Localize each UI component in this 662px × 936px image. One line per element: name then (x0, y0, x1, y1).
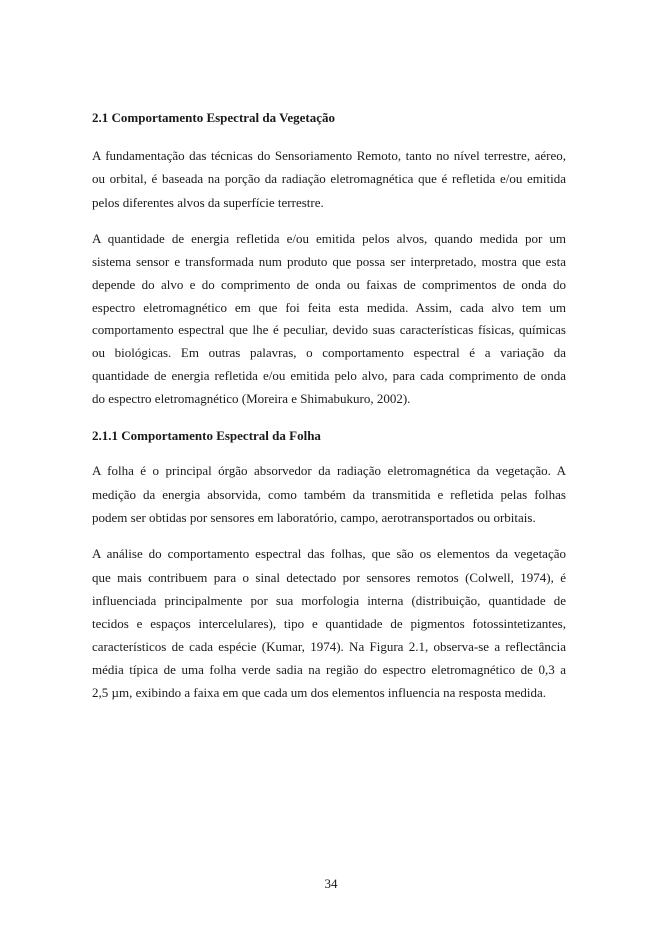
paragraph-2-line: do espectro eletromagnético (Moreira e Shimabukuro, 2002). (92, 391, 411, 406)
paragraph-2-line: comportamento espectral que lhe é peculiar, devido suas características físicas, químicas (92, 322, 566, 337)
paragraph-1-line: ou orbital, é baseada na porção da radiação eletromagnética que é refletida e/ou emitida (92, 171, 566, 186)
paragraph-1-line: pelos diferentes alvos da superfície terrestre. (92, 195, 324, 210)
paragraph-4-line: influenciada principalmente por sua morfologia interna (distribuição, quantidade de (92, 593, 566, 608)
paragraph-4-line: que mais contribuem para o sinal detectado por sensores remotos (Colwell, 1974), é (92, 570, 566, 585)
paragraph-2-line: A quantidade de energia refletida e/ou emitida pelos alvos, quando medida por um (92, 231, 566, 246)
paragraph-4-line: característicos de cada espécie (Kumar, 1974). Na Figura 2.1, observa-se a reflectância (92, 639, 566, 654)
paragraph-3-line: podem ser obtidas por sensores em laboratório, campo, aerotransportados ou orbitais. (92, 510, 536, 525)
paragraph-4-line: média típica de uma folha verde sadia na região do espectro eletromagnético de 0,3 a (92, 662, 566, 677)
paragraph-2-line: sistema sensor e transformada num produto que possa ser interpretado, mostra que esta (92, 254, 566, 269)
paragraph-1-line: A fundamentação das técnicas do Sensoriamento Remoto, tanto no nível terrestre, aéreo, (92, 148, 566, 163)
paragraph-4-line: A análise do comportamento espectral das folhas, que são os elementos da vegetação (92, 546, 566, 561)
page-number: 34 (324, 876, 338, 891)
paragraph-2-line: ou biológicas. Em outras palavras, o comportamento espectral é a variação da (92, 345, 566, 360)
paragraph-2-line: depende do alvo e do comprimento de onda ou faixas de comprimentos de onda do (92, 277, 566, 292)
paragraph-2-line: espectro eletromagnético em que foi feita esta medida. Assim, cada alvo tem um (92, 300, 566, 315)
subsection-heading: 2.1.1 Comportamento Espectral da Folha (92, 428, 321, 443)
paragraph-4-line: tecidos e espaços intercelulares), tipo e quantidade de pigmentos fotossintetizantes, (92, 616, 566, 631)
paragraph-2-line: quantidade de energia refletida e/ou emitida pelo alvo, para cada comprimento de onda (92, 368, 566, 383)
paragraph-4-line: 2,5 µm, exibindo a faixa em que cada um dos elementos influencia na resposta medida. (92, 685, 547, 700)
section-heading: 2.1 Comportamento Espectral da Vegetação (92, 110, 335, 125)
paragraph-3-line: medição da energia absorvida, como também da transmitida e refletida pelas folhas (92, 487, 566, 502)
paragraph-3-line: A folha é o principal órgão absorvedor da radiação eletromagnética da vegetação. A (92, 463, 566, 478)
